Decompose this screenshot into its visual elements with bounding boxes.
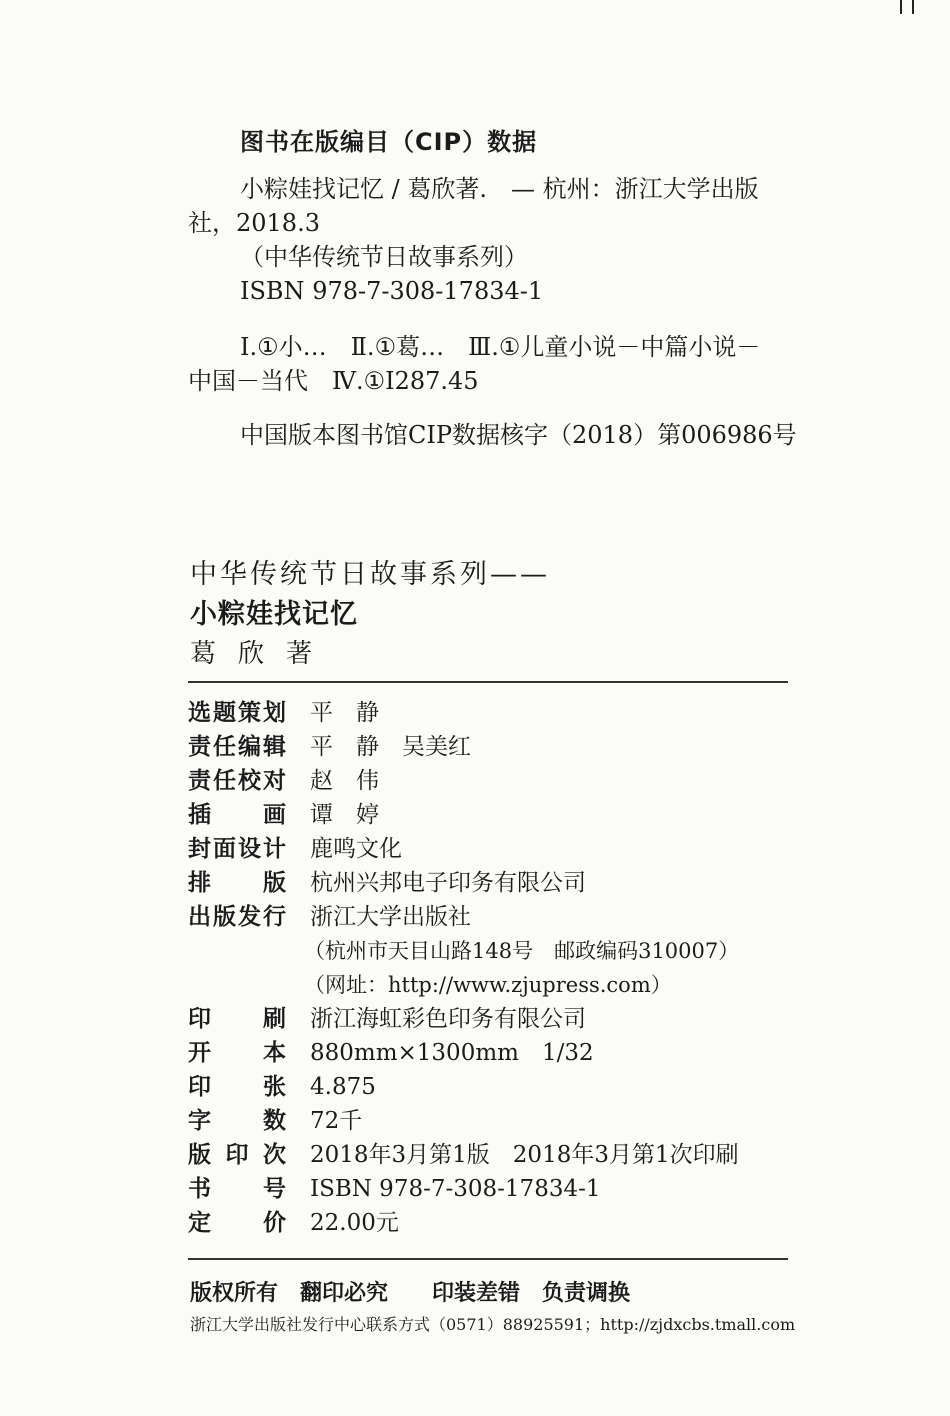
cip-series: （中华传统节日故事系列） (240, 243, 528, 271)
credit-value: 赵 伟 (310, 768, 379, 794)
credit-row (188, 1036, 808, 1070)
cip-class-line1: Ⅰ.①小… Ⅱ.①葛… Ⅲ.①儿童小说－中篇小说－ (240, 333, 761, 361)
publisher-address: （杭州市天目山路148号 邮政编码310007） (304, 939, 740, 963)
credit-label: 印刷 (188, 1006, 286, 1032)
divider-bottom (188, 1258, 788, 1260)
credit-value: 22.00元 (310, 1210, 399, 1236)
credit-value: 浙江海虹彩色印务有限公司 (310, 1006, 586, 1032)
credit-label: 书号 (188, 1176, 286, 1202)
credit-row (188, 1206, 808, 1240)
credit-label: 责任校对 (188, 768, 286, 794)
divider-top (188, 681, 788, 683)
cip-isbn: ISBN 978-7-308-17834-1 (240, 277, 544, 305)
credit-row (188, 866, 808, 900)
credit-value: 880mm×1300mm 1/32 (310, 1040, 594, 1066)
credit-label: 责任编辑 (188, 734, 286, 760)
cip-entry-line2: 社，2018.3 (188, 209, 320, 237)
credit-label: 出版发行 (188, 904, 286, 930)
credit-label: 开本 (188, 1040, 286, 1066)
contact-info: 浙江大学出版社发行中心联系方式（0571）88925591；http://zjdxcbs.tmall.com (190, 1315, 796, 1334)
credit-row (188, 1070, 808, 1104)
credit-row (188, 1002, 808, 1036)
credits-list (188, 696, 808, 1240)
credit-value: 杭州兴邦电子印务有限公司 (310, 870, 586, 896)
credit-label: 定价 (188, 1210, 286, 1236)
crop-mark-left (900, 0, 902, 14)
credit-label: 排版 (188, 870, 286, 896)
credit-row (188, 832, 808, 866)
credit-value: 谭 婷 (310, 802, 379, 828)
credit-value: 72千 (310, 1108, 363, 1134)
credit-value: 浙江大学出版社 (310, 904, 471, 930)
credit-row (188, 730, 808, 764)
publisher-website: （网址：http://www.zjupress.com） (304, 973, 672, 997)
credit-label: 版印次 (188, 1142, 286, 1168)
credit-row (188, 764, 808, 798)
credit-row (188, 1172, 808, 1206)
credit-row (188, 900, 808, 934)
credit-row (188, 798, 808, 832)
credit-value: 2018年3月第1版 2018年3月第1次印刷 (310, 1142, 739, 1168)
credit-value: 平 静 吴美红 (310, 734, 471, 760)
cip-class-line2: 中国－当代 Ⅳ.①I287.45 (188, 367, 479, 395)
credit-value: 平 静 (310, 700, 379, 726)
book-title: 小粽娃找记忆 (190, 599, 358, 630)
credit-row (188, 1138, 808, 1172)
crop-mark-right (912, 0, 914, 14)
credit-label: 印张 (188, 1074, 286, 1100)
credit-value: 鹿鸣文化 (310, 836, 402, 862)
credit-value: 4.875 (310, 1074, 376, 1100)
credit-label: 封面设计 (188, 836, 286, 862)
credit-label: 选题策划 (188, 700, 286, 726)
cip-entry (188, 172, 828, 308)
credit-row (188, 696, 808, 730)
cip-check-line: 中国版本图书馆CIP数据核字（2018）第006986号 (240, 421, 797, 449)
credit-label: 插画 (188, 802, 286, 828)
cip-check-number (188, 418, 828, 452)
cip-entry-line1: 小粽娃找记忆 / 葛欣著. — 杭州：浙江大学出版 (240, 175, 759, 203)
rights-notice: 版权所有 翻印必究 印装差错 负责调换 (190, 1281, 631, 1306)
cip-heading: 图书在版编目（CIP）数据 (240, 128, 538, 156)
credit-label: 字数 (188, 1108, 286, 1134)
series-title: 中华传统节日故事系列—— (190, 559, 550, 590)
cip-classification (188, 330, 828, 398)
credit-row (188, 1104, 808, 1138)
book-author: 葛欣著 (190, 639, 335, 669)
credit-value: ISBN 978-7-308-17834-1 (310, 1176, 601, 1202)
